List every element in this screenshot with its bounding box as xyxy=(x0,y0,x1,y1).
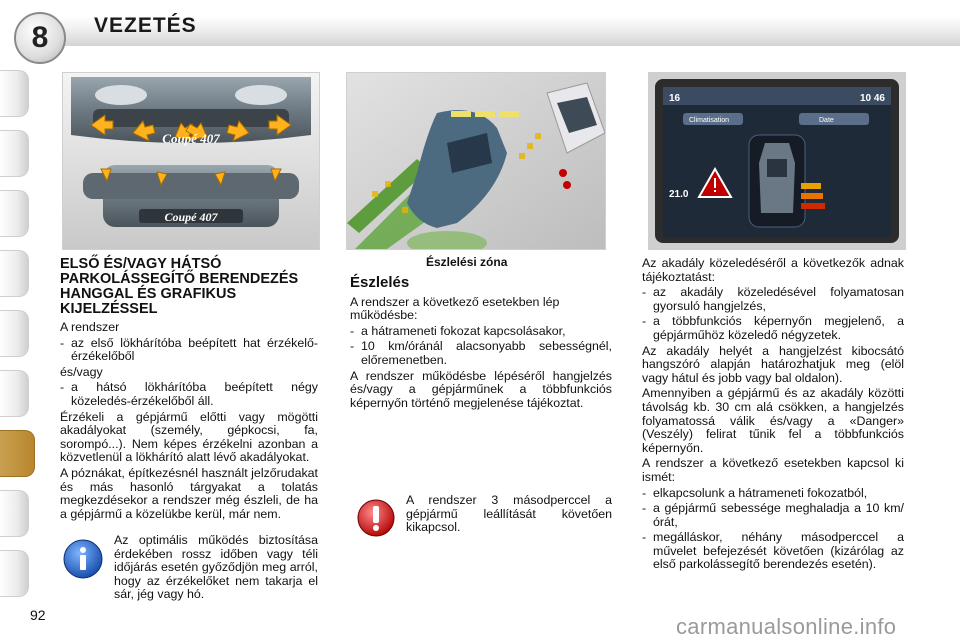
paragraph: A rendszer a következő esetekben lép működésbe: xyxy=(350,294,560,323)
section-heading: ELSŐ ÉS/VAGY HÁTSÓ PARKOLÁSSEGÍTŐ BERENDEZÉS HANGGAL ÉS GRAFIKUS KIJELZÉSSEL xyxy=(60,256,299,317)
bumper-sensors-illustration xyxy=(63,73,319,249)
paragraph: Érzékeli a gépjármű előtti vagy mögötti akadályokat (személy, gépkocsi, fa, sorompó...). Nem képes érzékelni azonban a közvetlenül a lökhárító alatt lévő akadályokat. xyxy=(60,409,318,465)
list-item-text: a hátrameneti fokozat kapcsolásakor, xyxy=(361,323,566,338)
list-item: - a többfunkciós képernyőn megjelenő, a gépjárműhöz közeledő négyzetek. xyxy=(642,314,904,342)
screen-side-value: 21.0 xyxy=(669,189,689,200)
right-column xyxy=(642,257,904,574)
page-title: VEZETÉS xyxy=(94,14,197,37)
list-item-text: a többfunkciós képernyőn megjelenő, a gépjárműhöz közeledő négyzetek. xyxy=(653,314,904,342)
chapter-tab[interactable] xyxy=(0,370,29,417)
chapter-number: 8 xyxy=(31,21,49,54)
detection-zone-photo xyxy=(346,72,606,250)
list-item: - 10 km/óránál alacsonyabb sebességnél, előremenetben. xyxy=(350,339,612,367)
section-heading: Észlelés xyxy=(350,274,410,291)
watermark: carmanualsonline.info xyxy=(676,614,897,639)
detection-zone-caption: Észlelési zóna xyxy=(426,255,508,269)
paragraph: Az akadály közeledéséről a következők adnak tájékoztatást: xyxy=(642,256,904,284)
list-item-text: megálláskor, néhány másodperccel a művelet befejezését követően (kizárólag az első parkolássegítő berendezés esetén). xyxy=(653,530,904,572)
paragraph: Az akadály helyét a hangjelzést kibocsátó hangszóró alapján határozhatjuk meg (elöl vagy hátul és jobb vagy bal oldalon). xyxy=(642,343,904,385)
screen-tab-left: Climatisation xyxy=(689,117,730,124)
list-item: - az akadály közeledésével folyamatosan gyorsuló hangjelzés, xyxy=(642,285,904,313)
screen-temp: 16 xyxy=(669,93,681,104)
paragraph: A rendszer xyxy=(60,320,120,334)
chapter-tab[interactable] xyxy=(0,550,29,597)
list-item: - a gépjármű sebessége meghaladja a 10 km/órát, xyxy=(642,501,904,529)
chapter-tab[interactable] xyxy=(0,310,29,357)
chapter-tab[interactable] xyxy=(0,70,29,117)
chapter-tab[interactable] xyxy=(0,130,29,177)
list-item: - megálláskor, néhány másodperccel a művelet befejezését követően (kizárólag az első parkolássegítő berendezés esetén). xyxy=(642,530,904,572)
chapter-tab[interactable] xyxy=(0,490,29,537)
list-item-text: 10 km/óránál alacsonyabb sebességnél, előremenetben. xyxy=(361,339,612,367)
bumper-sensors-photo xyxy=(62,72,320,250)
list-item-text: a hátsó lökhárítóba beépített négy közeledés-érzékelőből áll. xyxy=(71,380,318,408)
list-item: - elkapcsolunk a hátrameneti fokozatból, xyxy=(642,485,868,500)
page-number: 92 xyxy=(30,607,46,623)
info-note-text: Az optimális működés biztosítása érdekében rossz időben vagy téli időjárás esetén győződjön meg arról, hogy az érzékelőket nem takarja el sár, jég vagy hó. xyxy=(114,533,318,602)
list-item-text: a gépjármű sebessége meghaladja a 10 km/órát, xyxy=(653,501,904,529)
bumper-badge-top: Coupé 407 xyxy=(162,131,220,146)
multifunction-screen-photo xyxy=(648,72,906,250)
list-item: - a hátrameneti fokozat kapcsolásakor, xyxy=(350,323,566,338)
screen-tab-right: Date xyxy=(819,117,834,124)
info-icon xyxy=(62,538,104,580)
screen-time: 10 46 xyxy=(859,93,885,104)
chapter-tab[interactable] xyxy=(0,190,29,237)
list-item-text: az első lökhárítóba beépített hat érzékelő-érzékelőből xyxy=(71,335,318,364)
paragraph: A póznákat, építkezésnél használt jelzőrudakat és más hasonló tárgyakat a tolatás megkezdésekor a rendszer még észleli, de ha a gépjármű a közelükbe kerül, már nem. xyxy=(60,465,318,521)
paragraph: és/vagy xyxy=(60,364,103,379)
page-header xyxy=(0,0,960,54)
paragraph: A rendszer a következő esetekben kapcsol ki ismét: xyxy=(642,456,904,484)
chapter-tabs xyxy=(0,70,36,610)
warning-note-text: A rendszer 3 másodperccel a gépjármű leállítását követően kikapcsol. xyxy=(406,493,612,535)
list-item: - a hátsó lökhárítóba beépített négy közeledés-érzékelőből áll. xyxy=(60,380,318,408)
bumper-badge-bottom: Coupé 407 xyxy=(164,210,218,224)
middle-column xyxy=(350,276,612,412)
list-item-text: elkapcsolunk a hátrameneti fokozatból, xyxy=(653,485,868,500)
paragraph: Amennyiben a gépjármű és az akadály közötti távolság kb. 30 cm alá csökken, a hangjelzés folyamatossá válik és/vagy a «Danger» (Veszély) felirat tűnik fel a többfunkciós képernyőn. xyxy=(642,386,904,455)
list-item: - az első lökhárítóba beépített hat érzékelő-érzékelőből xyxy=(60,335,318,364)
warning-icon xyxy=(356,498,396,538)
detection-zone-illustration xyxy=(347,73,605,249)
chapter-tab[interactable] xyxy=(0,250,29,297)
chapter-tab-active[interactable] xyxy=(0,430,35,477)
paragraph: A rendszer működésbe lépéséről hangjelzés és/vagy a gépjárműnek a többfunkciós képernyőn történő megjelenése tájékoztat. xyxy=(350,368,612,410)
multifunction-screen-illustration xyxy=(649,73,905,249)
left-column xyxy=(60,257,318,523)
list-item-text: az akadály közeledésével folyamatosan gyorsuló hangjelzés, xyxy=(653,285,904,313)
chapter-badge xyxy=(14,12,66,64)
